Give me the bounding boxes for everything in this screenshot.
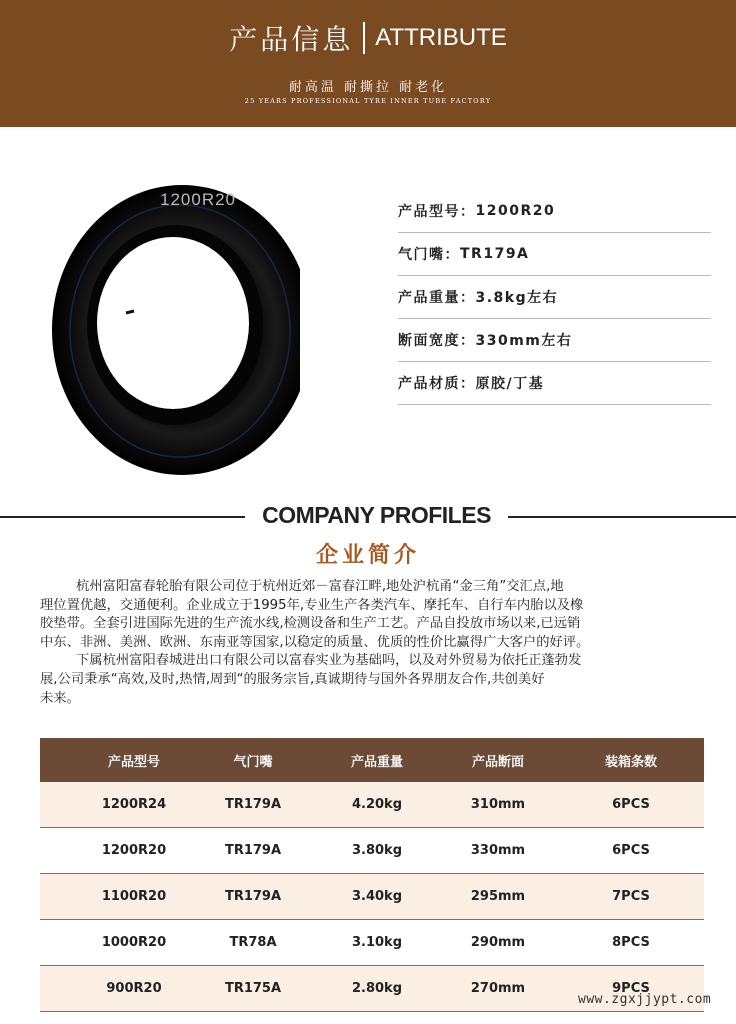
product-image xyxy=(40,165,300,485)
table-row xyxy=(40,920,704,966)
table-cell: 290mm xyxy=(470,935,526,950)
header-title-divider xyxy=(363,22,365,54)
header-banner xyxy=(0,0,736,127)
company-description xyxy=(40,578,704,708)
table-cell: 3.80kg xyxy=(351,843,403,858)
spec-row-section-width xyxy=(398,319,711,362)
table-cell: TR179A xyxy=(224,843,282,858)
table-cell: TR175A xyxy=(224,981,282,996)
divider-line-left xyxy=(0,516,245,518)
description-line: 胶垫带。全套引进国际先进的生产流水线,检测设备和生产工艺。产品自投放市场以来,已远销 xyxy=(40,616,581,632)
table-cell: 8PCS xyxy=(612,935,650,950)
table-header xyxy=(40,738,704,782)
spec-key: 气门嘴： xyxy=(398,247,460,263)
site-watermark: www.zgxjjypt.com xyxy=(578,992,712,1007)
column-header: 产品重量 xyxy=(350,754,403,770)
spec-key: 产品重量： xyxy=(398,290,476,306)
table-cell: 9PCS xyxy=(612,981,650,996)
spec-value: 3.8kg左右 xyxy=(475,290,559,306)
table-cell: 1100R20 xyxy=(101,889,167,904)
description-line: 中东、非洲、美洲、欧洲、东南亚等国家,以稳定的质量、优质的性价比赢得广大客户的好评。 xyxy=(40,634,590,650)
spec-row-model xyxy=(398,190,711,233)
table-cell: 3.40kg xyxy=(351,889,403,904)
table-cell: 6PCS xyxy=(612,797,650,812)
header-title-row xyxy=(0,18,736,58)
table-cell: TR179A xyxy=(224,797,282,812)
spec-value: TR179A xyxy=(460,246,530,262)
header-subtitle: 25 YEARS PROFESSIONAL TYRE INNER TUBE FACTORY xyxy=(244,97,492,105)
table-cell: 7PCS xyxy=(612,889,650,904)
spec-value: 1200R20 xyxy=(475,203,556,219)
inner-tube-illustration xyxy=(40,165,300,485)
column-header: 产品断面 xyxy=(471,754,524,770)
spec-row-weight xyxy=(398,276,711,319)
spec-row-material xyxy=(398,362,711,405)
product-table xyxy=(40,738,704,1012)
table-cell: 1200R24 xyxy=(101,797,167,812)
description-line: 杭州富阳富春轮胎有限公司位于杭州近郊－富春江畔,地处沪杭甬“金三角”交汇点,地 xyxy=(76,579,564,594)
table-cell: 6PCS xyxy=(612,843,650,858)
spec-key: 断面宽度： xyxy=(398,333,476,349)
spec-list xyxy=(398,190,711,405)
table-cell: 270mm xyxy=(470,981,526,996)
company-profiles-title-cn: 企业简介 xyxy=(315,543,420,568)
column-header: 气门嘴 xyxy=(233,754,273,770)
table-cell: 330mm xyxy=(470,843,526,858)
spec-row-valve xyxy=(398,233,711,276)
description-line: 展,公司秉承“高效,及时,热情,周到“的服务宗旨,真诚期待与国外各界朋友合作,共创美好 xyxy=(40,671,545,687)
table-cell: 1200R20 xyxy=(101,843,167,858)
tube-size-label: 1200R20 xyxy=(160,190,237,209)
table-cell: TR78A xyxy=(229,935,277,950)
spec-value: 原胶/丁基 xyxy=(475,376,545,392)
table-cell: TR179A xyxy=(224,889,282,904)
header-title-en: ATTRIBUTE xyxy=(375,24,507,51)
table-cell: 1000R20 xyxy=(101,935,167,950)
table-row xyxy=(40,874,704,920)
company-profiles-title: COMPANY PROFILES xyxy=(262,502,491,528)
spec-key: 产品型号： xyxy=(398,204,476,220)
table-cell: 310mm xyxy=(470,797,526,812)
table-cell: 3.10kg xyxy=(351,935,403,950)
spec-value: 330mm左右 xyxy=(475,333,573,349)
divider-line-right xyxy=(508,516,736,518)
table-cell: 4.20kg xyxy=(351,797,403,812)
table-row xyxy=(40,782,704,828)
description-line: 未来。 xyxy=(40,690,80,706)
header-title-cn: 产品信息 xyxy=(229,23,354,56)
header-slogan: 耐高温 耐撕拉 耐老化 xyxy=(288,80,448,95)
column-header: 产品型号 xyxy=(107,754,160,770)
description-line: 理位置优越，交通便利。企业成立于1995年,专业生产各类汽车、摩托车、自行车内胎以及橡 xyxy=(40,597,584,613)
description-line: 下属杭州富阳春城进出口有限公司以富春实业为基础吗，以及对外贸易为依托正蓬勃发 xyxy=(76,653,582,669)
column-header: 装箱条数 xyxy=(604,754,657,770)
table-cell: 2.80kg xyxy=(351,981,403,996)
spec-key: 产品材质： xyxy=(398,376,476,392)
table-cell: 295mm xyxy=(470,889,526,904)
table-cell: 900R20 xyxy=(106,981,162,996)
table-row xyxy=(40,828,704,874)
